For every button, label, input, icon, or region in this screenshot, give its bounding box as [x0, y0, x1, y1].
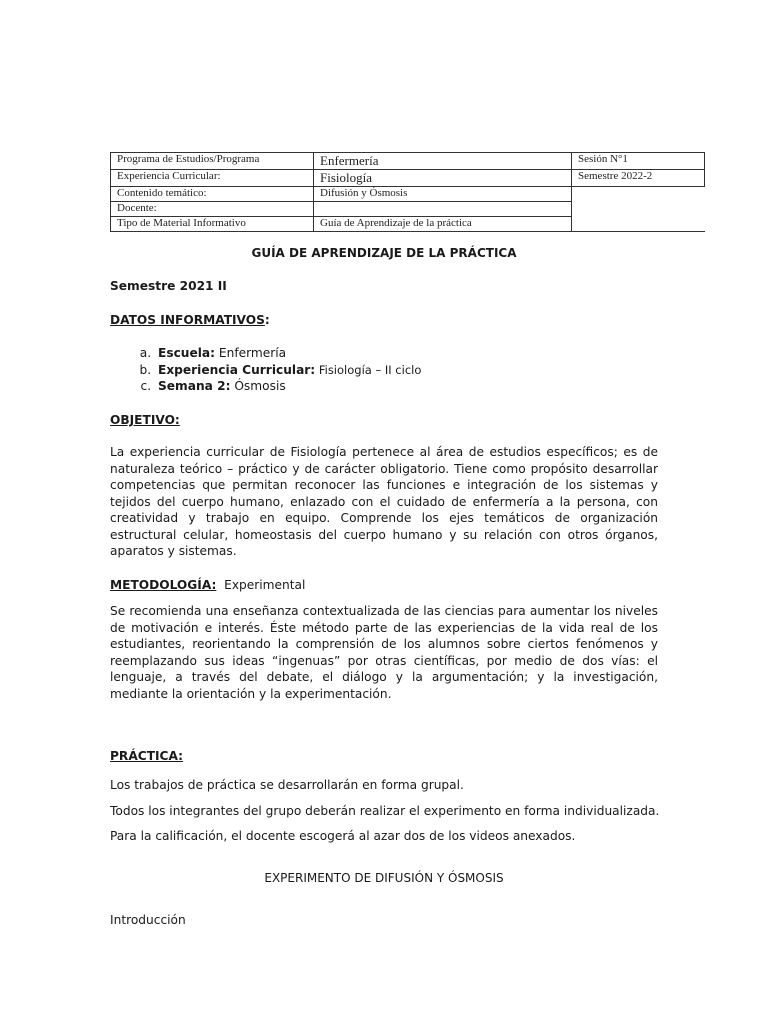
- list-item: [155, 345, 421, 362]
- header-table: [110, 152, 705, 232]
- objetivo-paragraph: La experiencia curricular de Fisiología pertenece al área de estudios específicos; es de naturaleza teórico – práctico y de carácter obligatorio. Tiene como propósito desarrollar competencias que permitan reconocer las funciones e integración de los sistemas y tejidos del cuerpo humano, enlazado con el cuidado de enfermería a la persona, con creatividad y trabajo en equipo. Comprende los ejes temáticos de organización estructural celular, homeostasis del cuerpo humano y su relación con otros órganos, aparatos y sistemas.: [110, 445, 658, 558]
- table-cell-value: [314, 202, 572, 217]
- practica-line: Todos los integrantes del grupo deberán realizar el experimento en forma individualizada.: [110, 804, 660, 818]
- table-cell-label: Docente:: [111, 202, 314, 217]
- metodologia-value: Experimental: [224, 578, 306, 592]
- datos-heading-text: DATOS INFORMATIVOS: [110, 313, 265, 327]
- table-row: [111, 217, 705, 232]
- table-row: [111, 153, 705, 170]
- list-item-key: Semana 2:: [158, 379, 231, 393]
- metodologia-line: [110, 577, 305, 594]
- list-item-value: Ósmosis: [230, 379, 286, 393]
- list-item-value: Fisiología – II ciclo: [315, 362, 422, 377]
- table-cell-empty: [572, 217, 705, 232]
- table-cell-label: Tipo de Material Informativo: [111, 217, 314, 232]
- list-item-value: Enfermería: [215, 346, 287, 360]
- metodologia-paragraph: Se recomienda una enseñanza contextualizada de las ciencias para aumentar los niveles de motivación e interés. Éste método parte de las experiencias de la vida real de los estudiantes, reorientando la comprensión de los alumnos sobre ciertos fenómenos y reemplazando sus ideas “ingenuas” por otras científicas, por medio de dos vías: el lenguaje, a través del debate, el diálogo y la argumentación; y la investigación, mediante la orientación y la experimentación.: [110, 604, 658, 701]
- experimento-title: EXPERIMENTO DE DIFUSIÓN Y ÓSMOSIS: [264, 871, 504, 885]
- table-cell-extra: Semestre 2022-2: [572, 170, 705, 187]
- table-cell-empty: [572, 202, 705, 217]
- practica-line: Para la calificación, el docente escogerá al azar dos de los videos anexados.: [110, 829, 576, 843]
- table-row: [111, 187, 705, 202]
- table-cell-value: Difusión y Ósmosis: [314, 187, 572, 202]
- table-row: [111, 202, 705, 217]
- list-item-key: Experiencia Curricular:: [158, 362, 316, 377]
- introduccion-heading: Introducción: [110, 913, 186, 927]
- table-cell-label: Experiencia Curricular:: [111, 170, 314, 187]
- table-cell-label: Programa de Estudios/Programa: [111, 153, 314, 170]
- metodologia-heading: METODOLOGÍA:: [110, 578, 217, 592]
- datos-heading: [110, 312, 270, 329]
- list-item-key: Escuela:: [158, 346, 216, 360]
- document-title: GUÍA DE APRENDIZAJE DE LA PRÁCTICA: [251, 246, 517, 260]
- datos-list: [110, 345, 421, 395]
- table-cell-value: Enfermería: [314, 153, 572, 170]
- list-item: [155, 362, 421, 379]
- table-cell-value: Fisiología: [314, 170, 572, 187]
- list-item: [155, 378, 421, 395]
- table-cell-extra: Sesión N°1: [572, 153, 705, 170]
- practica-heading: PRÁCTICA:: [110, 749, 184, 763]
- objetivo-heading: OBJETIVO:: [110, 413, 180, 427]
- table-row: [111, 170, 705, 187]
- table-cell-value: Guía de Aprendizaje de la práctica: [314, 217, 572, 232]
- practica-line: Los trabajos de práctica se desarrollarán en forma grupal.: [110, 778, 464, 792]
- table-cell-label: Contenido temático:: [111, 187, 314, 202]
- table-cell-empty: [572, 187, 705, 202]
- datos-heading-colon: :: [264, 313, 270, 327]
- semester-label: Semestre 2021 II: [110, 279, 227, 293]
